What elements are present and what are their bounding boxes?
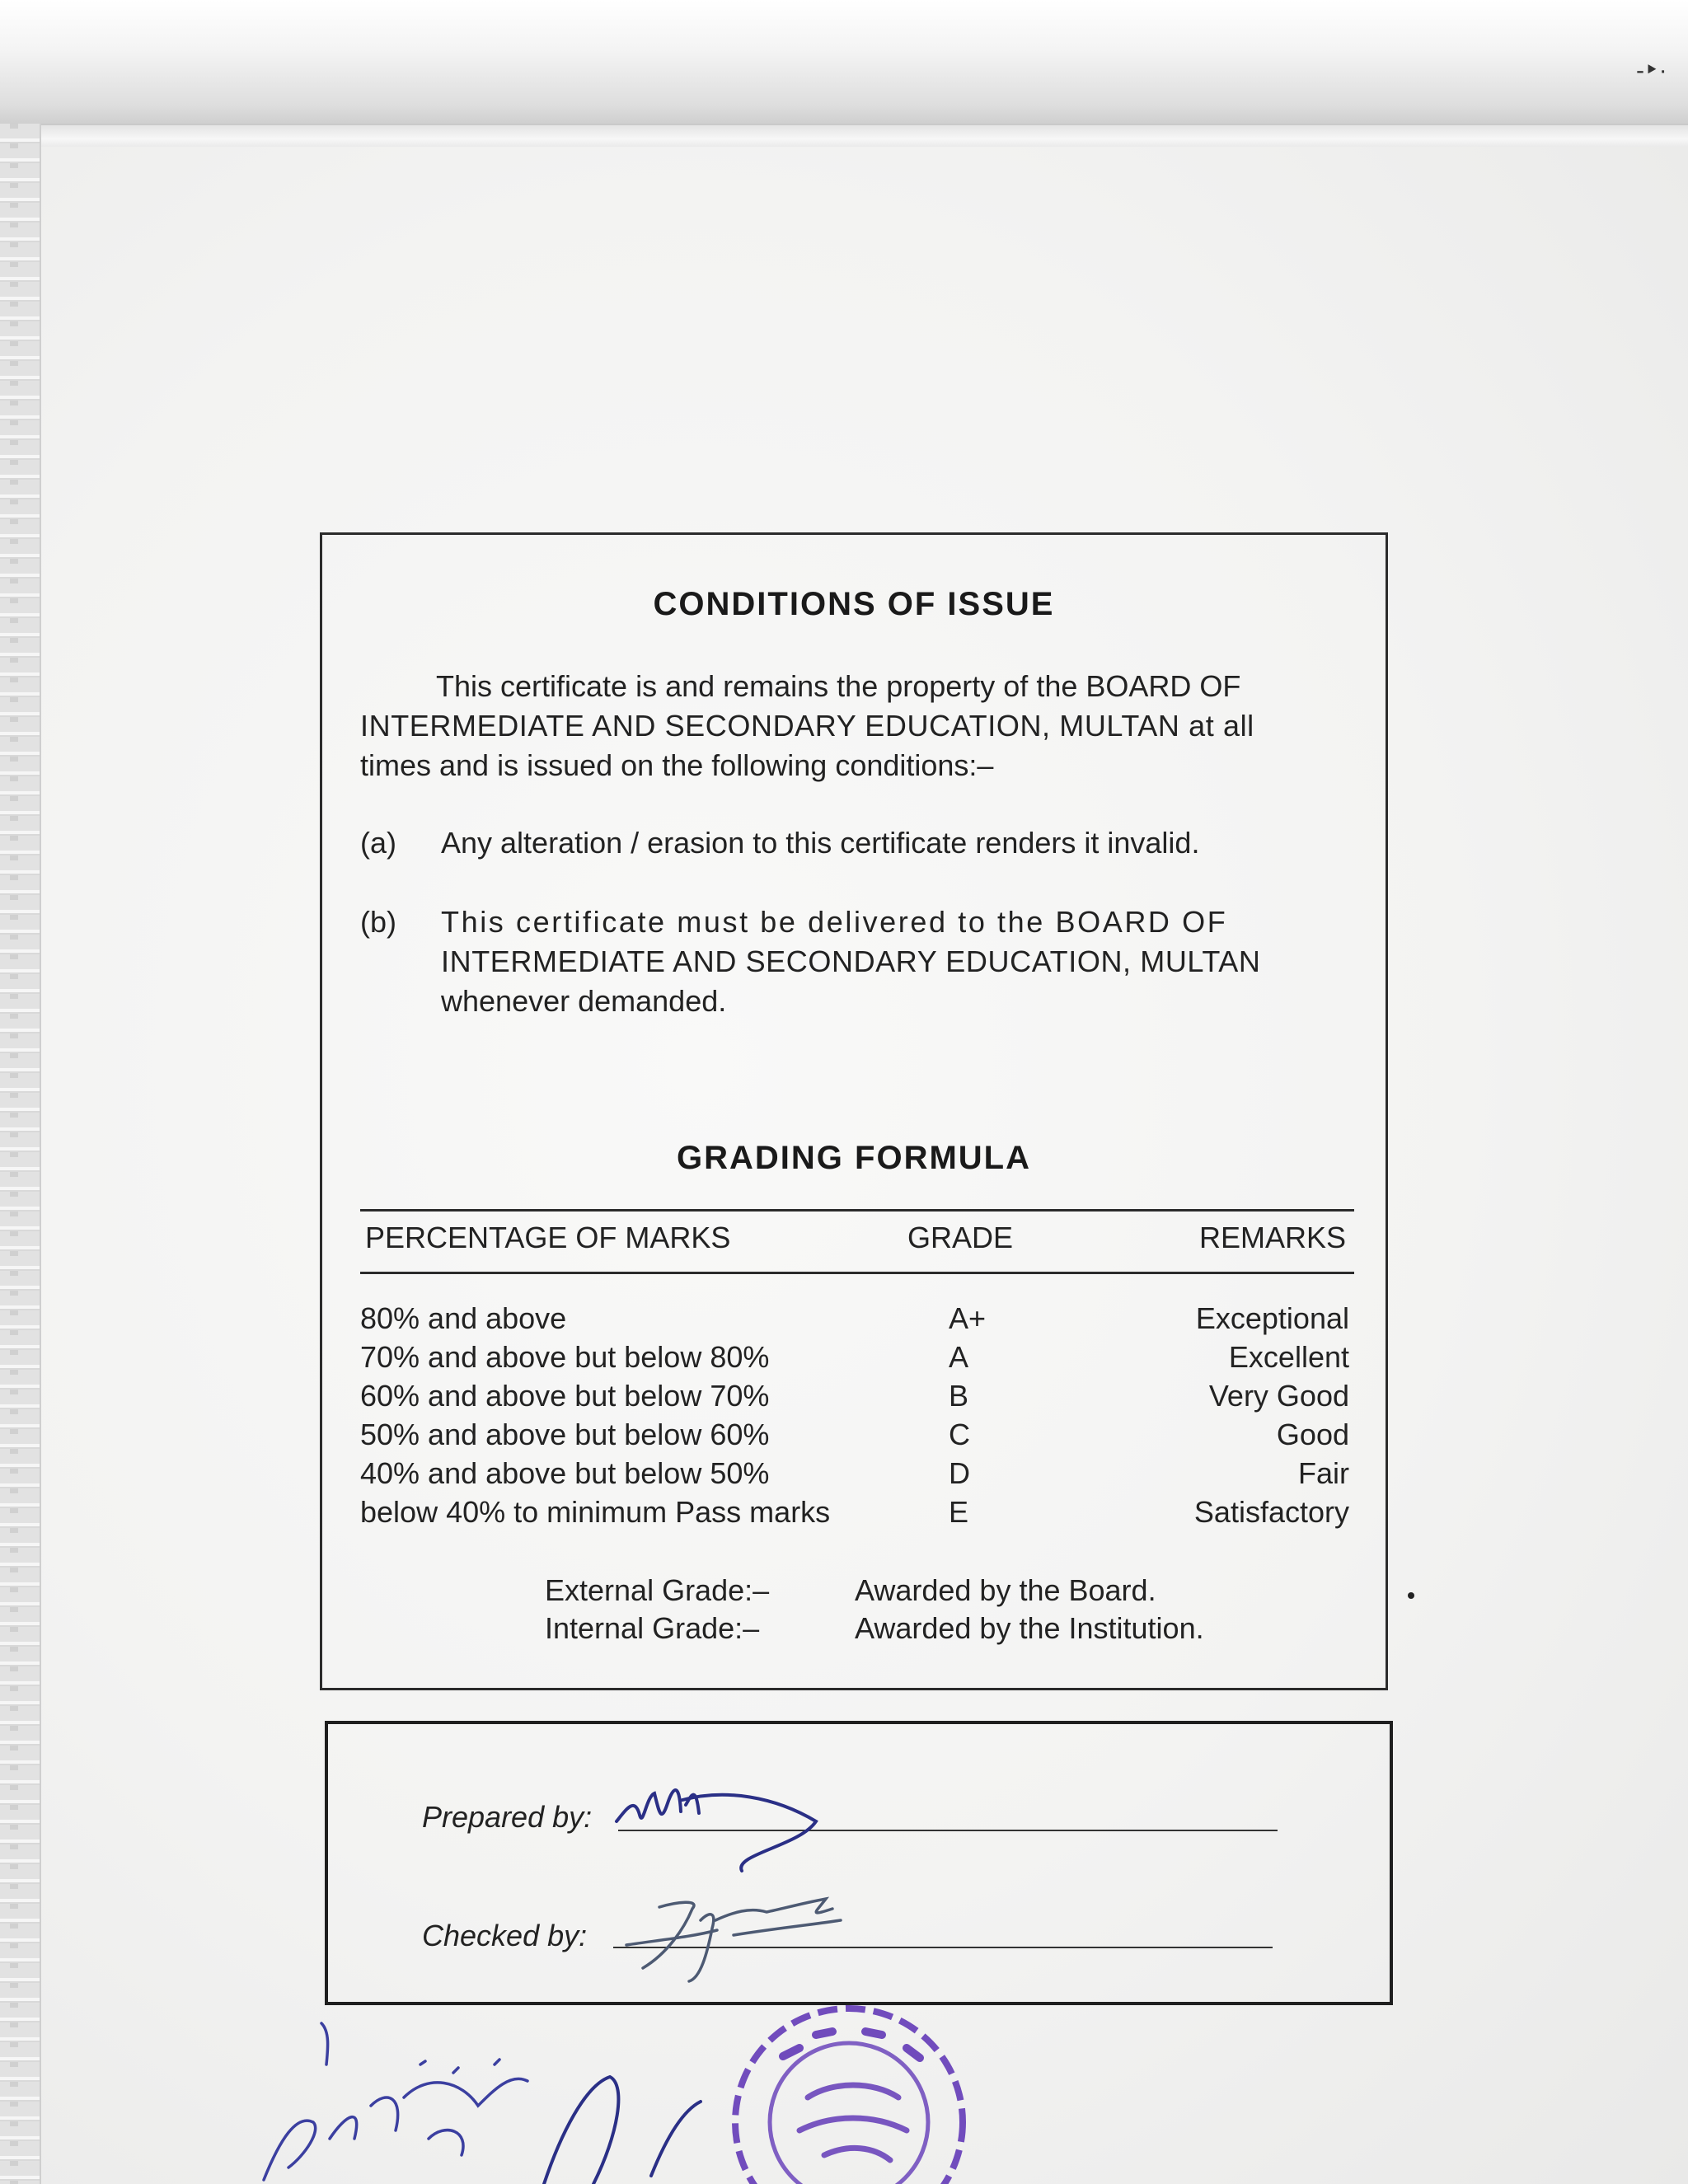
intro-line-1: This certificate is and remains the property of the BOARD OF xyxy=(436,669,1241,703)
row-remark: Fair xyxy=(1298,1456,1349,1490)
row-percentage: 70% and above but below 80% xyxy=(360,1340,770,1374)
table-row xyxy=(360,1495,1349,1535)
conditions-intro xyxy=(360,667,1349,785)
table-row xyxy=(360,1418,1349,1457)
condition-a-marker: (a) xyxy=(360,826,396,860)
plastic-sleeve-top-edge xyxy=(0,124,1688,149)
internal-grade-label: Internal Grade:– xyxy=(545,1611,760,1645)
scanner-lid-shadow xyxy=(0,0,1688,124)
plastic-sleeve-left-edge xyxy=(0,124,41,2184)
row-percentage: 40% and above but below 50% xyxy=(360,1456,770,1490)
table-header-rule xyxy=(360,1272,1354,1274)
sleeve-perforation xyxy=(10,124,18,2184)
table-top-rule xyxy=(360,1209,1354,1212)
row-percentage: 50% and above but below 60% xyxy=(360,1418,770,1451)
table-row xyxy=(360,1379,1349,1418)
handwritten-note xyxy=(231,2015,577,2184)
internal-grade-value: Awarded by the Institution. xyxy=(855,1611,1204,1645)
checked-by-signature xyxy=(610,1871,857,1986)
table-row xyxy=(360,1301,1349,1341)
condition-b-text xyxy=(441,902,1349,1021)
header-percentage: PERCENTAGE OF MARKS xyxy=(365,1221,731,1254)
condition-a-text: Any alteration / erasion to this certificate renders it invalid. xyxy=(441,826,1200,860)
row-percentage: 80% and above xyxy=(360,1301,567,1335)
row-grade: E xyxy=(949,1495,969,1529)
condition-b-line-1: This certificate must be delivered to the BOARD OF xyxy=(441,905,1228,939)
row-grade: B xyxy=(949,1379,969,1413)
institution-stamp xyxy=(709,1999,981,2184)
row-grade: D xyxy=(949,1456,970,1490)
row-remark: Excellent xyxy=(1228,1340,1349,1374)
header-grade: GRADE xyxy=(907,1221,1014,1254)
prepared-by-label: Prepared by: xyxy=(422,1800,593,1834)
header-remarks: REMARKS xyxy=(1198,1221,1346,1254)
row-grade: A+ xyxy=(949,1301,987,1335)
conditions-title: CONDITIONS OF ISSUE xyxy=(653,586,1055,622)
scrawl-signature xyxy=(528,2052,725,2184)
external-grade-label: External Grade:– xyxy=(545,1573,770,1607)
checked-by-label: Checked by: xyxy=(422,1919,588,1952)
row-remark: Exceptional xyxy=(1195,1301,1349,1335)
condition-b-line-2: INTERMEDIATE AND SECONDARY EDUCATION, MULTAN xyxy=(441,944,1261,978)
condition-b-line-3: whenever demanded. xyxy=(441,984,727,1018)
grading-title: GRADING FORMULA xyxy=(677,1140,1031,1176)
intro-line-3: times and is issued on the following conditions:– xyxy=(360,748,994,782)
condition-b-marker: (b) xyxy=(360,905,396,939)
intro-line-2: INTERMEDIATE AND SECONDARY EDUCATION, MULTAN at all xyxy=(360,709,1254,743)
prepared-by-signature xyxy=(610,1764,841,1879)
conditions-box xyxy=(320,532,1388,1690)
table-row xyxy=(360,1340,1349,1380)
external-grade-value: Awarded by the Board. xyxy=(855,1573,1156,1607)
row-percentage: 60% and above but below 70% xyxy=(360,1379,770,1413)
row-grade: C xyxy=(949,1418,970,1451)
ink-dot xyxy=(1408,1592,1414,1599)
row-remark: Very Good xyxy=(1208,1379,1349,1413)
row-percentage: below 40% to minimum Pass marks xyxy=(360,1495,831,1529)
signature-box xyxy=(325,1721,1393,2005)
table-row xyxy=(360,1456,1349,1496)
corner-speck: -‣· xyxy=(1636,57,1667,84)
row-grade: A xyxy=(949,1340,969,1374)
row-remark: Satisfactory xyxy=(1193,1495,1349,1529)
row-remark: Good xyxy=(1276,1418,1349,1451)
